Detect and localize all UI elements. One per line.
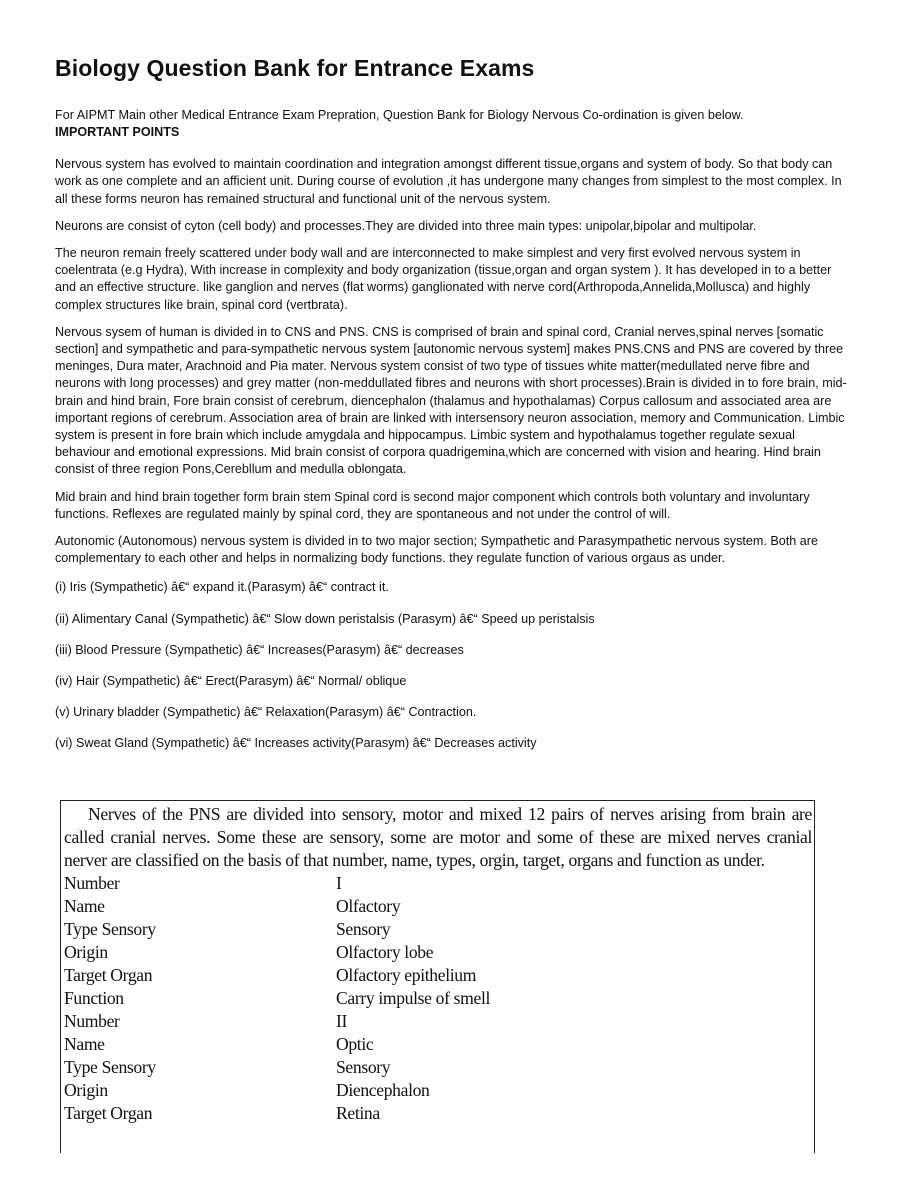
- row-value: Diencephalon: [336, 1080, 430, 1100]
- table-row: [61, 941, 814, 964]
- table-row: [61, 895, 814, 918]
- row-key: Function: [64, 988, 124, 1008]
- row-value: Carry impulse of smell: [336, 988, 491, 1008]
- table-row: [61, 987, 814, 1010]
- row-key: Number: [64, 1011, 120, 1031]
- paragraph: Autonomic (Autonomous) nervous system is divided in to two major section; Sympathetic and Parasympathetic nervous system. Both are complementary to each other and helps in normalizing body functions. they regulate function of various orgaus as under.: [55, 534, 818, 566]
- paragraph: Mid brain and hind brain together form brain stem Spinal cord is second major component which controls both voluntary and involuntary functions. Reflexes are regulated mainly by spinal cord, they are spontaneous and not under the control of will.: [55, 489, 810, 521]
- intro-text: For AIPMT Main other Medical Entrance Exam Prepration, Question Bank for Biology Nervous Co-ordination is given below.: [55, 108, 744, 122]
- scan-intro-text: Nerves of the PNS are divided into sensory, motor and mixed 12 pairs of nerves arising from brain are called cranial nerves. Some these are sensory, some are motor and some of these are mixed nerves cranial nerver are classified on the basis of that number, name, types, orgin, target, organs and function as under.: [64, 804, 812, 870]
- list-item-blood-pressure: (iii) Blood Pressure (Sympathetic) â€“ Increases(Parasym) â€“ decreases: [55, 642, 464, 657]
- paragraph: Nervous sysem of human is divided in to CNS and PNS. CNS is comprised of brain and spinal cord, Cranial nerves,spinal nerves [somatic section] and sympathetic and para-sympathetic nervous system [autonomic nervous system] makes PNS.CNS and PNS are covered by three meninges, Dura mater, Arachnoid and Pia mater. Nervous system consist of two type of tissues white matter(medullated nerve fibre and neurons with long processes) and grey matter (non-meddullated fibres and neurons with short processes).Brain is divided in to fore brain, mid-brain and hind brain, Fore brain consist of cerebrum, diencephalon (thalamus and hypothalamas) Corpus callosum and associated area are important regions of cerebrum. Association area of brain are linked with intersensory neuron association, memory and Communication. Limbic system is present in fore brain which include amygdala and hippocampus. Limbic system and hypothalamus together regulate sexual behaviour and emotional expressions. Mid brain consist of corpora quadrigemina,which are concerned with vision and hearing. Hind brain consist of three region Pons,Cerebllum and medulla oblongata.: [55, 324, 847, 477]
- row-value: Sensory: [336, 1057, 391, 1077]
- scanned-cranial-nerves-box: [60, 800, 815, 1153]
- row-key: Origin: [64, 1080, 108, 1100]
- row-value: Olfactory lobe: [336, 942, 434, 962]
- row-key: Origin: [64, 942, 108, 962]
- row-value: Sensory: [336, 919, 391, 939]
- list-item-sweat-gland: (vi) Sweat Gland (Sympathetic) â€“ Increases activity(Parasym) â€“ Decreases activity: [55, 736, 537, 751]
- important-points-heading: IMPORTANT POINTS: [55, 125, 180, 140]
- row-key: Target Organ: [64, 965, 153, 985]
- paragraph: The neuron remain freely scattered under body wall and are interconnected to make simplest and very first evolved nervous system in coelentrata (e.g Hydra), With increase in complexity and body organization (tissue,organ and organ system ). It has developed in to a better and an effective structure. like ganglion and nerves (flat worms) ganglionated with nerve cord(Arthropoda,Annelida,Mollusca) and highly complex structures like brain, spinal cord (vertbrata).: [55, 246, 832, 312]
- table-row: [61, 1102, 814, 1125]
- table-row: [61, 1033, 814, 1056]
- row-key: Type Sensory: [64, 919, 156, 939]
- table-row: [61, 1056, 814, 1079]
- list-item-alimentary-canal: (ii) Alimentary Canal (Sympathetic) â€“ Slow down peristalsis (Parasym) â€“ Speed up peristalsis: [55, 611, 595, 626]
- row-key: Name: [64, 1034, 105, 1054]
- row-value: Olfactory: [336, 896, 401, 916]
- table-row: [61, 964, 814, 987]
- row-key: Type Sensory: [64, 1057, 156, 1077]
- page-title: Biology Question Bank for Entrance Exams: [55, 55, 535, 81]
- row-key: Target Organ: [64, 1103, 153, 1123]
- scan-intro: [61, 801, 814, 872]
- table-row: [61, 918, 814, 941]
- row-value: Olfactory epithelium: [336, 965, 477, 985]
- row-value: I: [336, 873, 342, 893]
- row-value: Retina: [336, 1103, 380, 1123]
- row-value: Optic: [336, 1034, 374, 1054]
- row-key: Number: [64, 873, 120, 893]
- list-item-hair: (iv) Hair (Sympathetic) â€“ Erect(Parasym) â€“ Normal/ oblique: [55, 674, 407, 689]
- row-value: II: [336, 1011, 348, 1031]
- table-row: [61, 872, 814, 895]
- table-row: [61, 1079, 814, 1102]
- paragraph: Nervous system has evolved to maintain coordination and integration amongst different tissue,organs and system of body. So that body can work as one complete and an afficient unit. During course of evolution ,it has undergone many changes from simplest to the most complex. In all these forms neuron has remained structural and functional unit of the nervous system.: [55, 157, 842, 206]
- table-row: [61, 1010, 814, 1033]
- paragraph: Neurons are consist of cyton (cell body) and processes.They are divided into three main types: unipolar,bipolar and multipolar.: [55, 218, 757, 233]
- list-item-iris: (i) Iris (Sympathetic) â€“ expand it.(Parasym) â€“ contract it.: [55, 580, 389, 595]
- list-item-urinary-bladder: (v) Urinary bladder (Sympathetic) â€“ Relaxation(Parasym) â€“ Contraction.: [55, 705, 477, 720]
- document-page: [55, 55, 850, 767]
- row-key: Name: [64, 896, 105, 916]
